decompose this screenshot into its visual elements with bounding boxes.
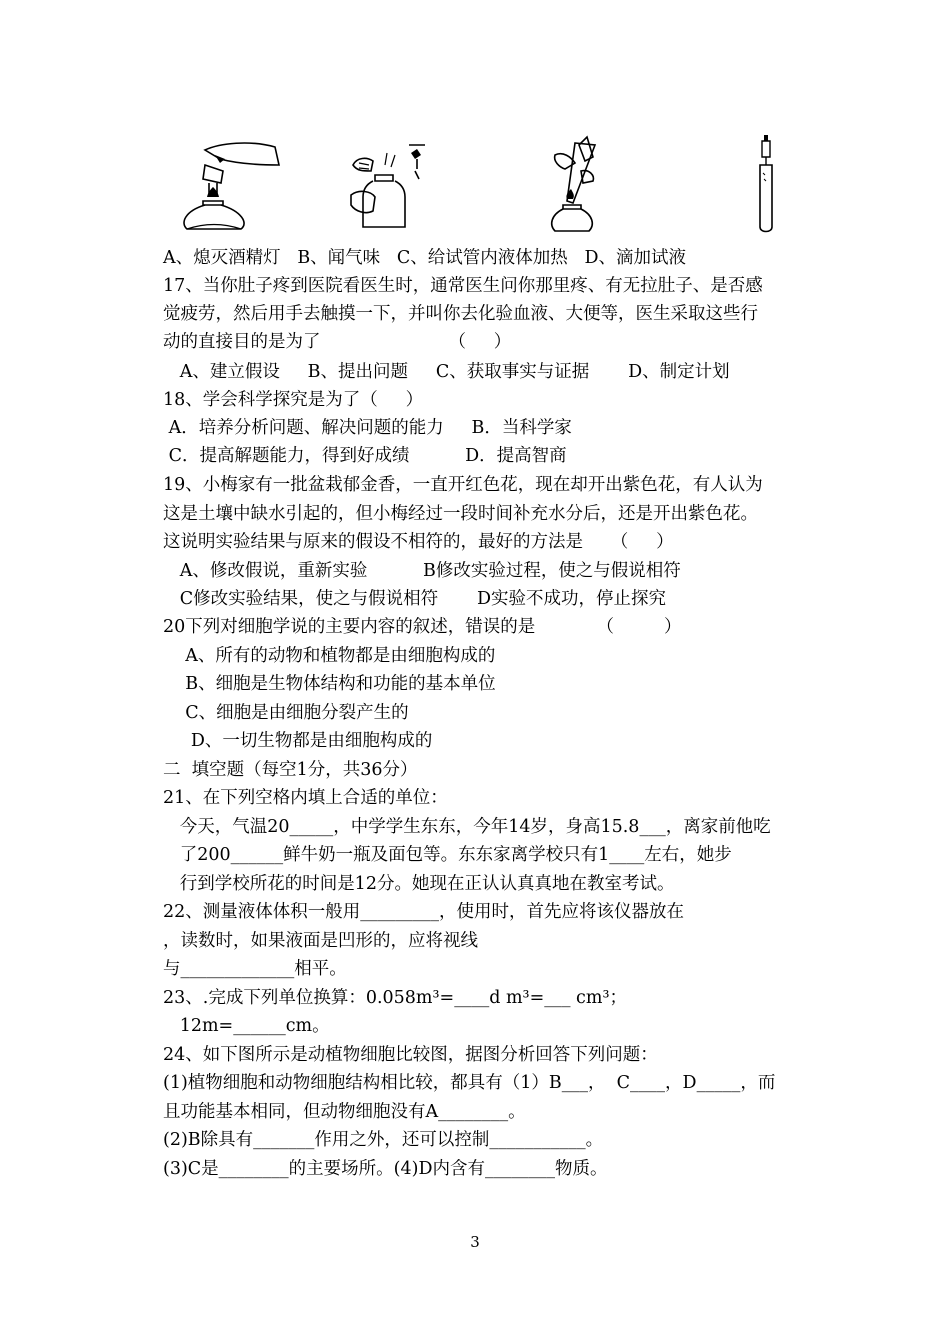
q24-part-2: (2)B除具有_______作用之外，还可以控制___________。 [163,1130,604,1150]
q23-text-1: 23、.完成下列单位换算：0.058m³=____d m³=___ cm³； [163,988,627,1008]
q17-stem-1: 17、当你肚子疼到医院看医生时，通常医生问你那里疼、有无拉肚子、是否感 [163,276,763,296]
q20-option-c: C、细胞是由细胞分裂产生的 [163,703,409,723]
q20-option-a: A、所有的动物和植物都是由细胞构成的 [163,646,496,666]
q24-part-1b: 且功能基本相同，但动物细胞没有A________。 [163,1102,526,1122]
q19-stem-2: 这是土壤中缺水引起的，但小梅经过一段时间补充水分后，还是开出紫色花。 [163,504,758,524]
q24-part-1a: (1)植物细胞和动物细胞结构相比较，都具有（1）B___， C____，D_____，而 [163,1073,776,1093]
q21-stem: 21、在下列空格内填上合适的单位： [163,788,448,808]
q17-stem-2: 觉疲劳，然后用手去触摸一下，并叫你去化验血液、大便等，医生采取这些行 [163,304,758,324]
q18-options-1: A．培养分析问题、解决问题的能力 B．当科学家 [163,418,572,438]
q19-options-2: C修改实验结果，使之与假说相符 D实验不成功，停止探究 [163,589,667,609]
q19-stem-1: 19、小梅家有一批盆栽郁金香，一直开红色花，现在却开出紫色花，有人认为 [163,475,763,495]
q17-options: A、建立假设 B、提出问题 C、获取事实与证据 D、制定计划 [163,362,730,382]
q18-options-2: C．提高解题能力，得到好成绩 D．提高智商 [163,446,567,466]
q20-stem: 20下列对细胞学说的主要内容的叙述，错误的是 （ ） [163,617,682,637]
q18-stem: 18、学会科学探究是为了（ ） [163,390,424,410]
q21-text-1: 今天，气温20_____，中学学生东东，今年14岁，身高15.8___，离家前他吃 [163,817,771,837]
page-number: 3 [470,1233,480,1251]
q19-options-1: A、修改假说，重新实验 B修改实验过程，使之与假说相符 [163,561,681,581]
section-2-heading: 二 填空题（每空1分，共36分） [163,760,418,780]
q20-option-b: B、细胞是生物体结构和功能的基本单位 [163,674,496,694]
q22-text-1: 22、测量液体体积一般用_________，使用时，首先应将该仪器放在 [163,902,685,922]
q17-stem-3: 动的直接目的是为了 （ ） [163,332,512,352]
q20-option-d: D、一切生物都是由细胞构成的 [163,731,433,751]
q21-text-2: 了200______鲜牛奶一瓶及面包等。东东家离学校只有1____左右，她步 [163,845,732,865]
lab-operation-figures [165,135,805,240]
q21-text-3: 行到学校所花的时间是12分。她现在正认认真真地在教室考试。 [163,874,675,894]
heat-test-tube-figure [545,135,635,235]
q19-stem-3: 这说明实验结果与原来的假设不相符的，最好的方法是 （ ） [163,532,674,552]
q24-part-3-4: (3)C是________的主要场所。(4)D内含有________物质。 [163,1159,608,1179]
q22-text-2: ，读数时，如果液面是凹形的，应将视线 [163,931,478,951]
q22-text-3: 与_____________相平。 [163,959,347,979]
smell-gas-figure [345,135,435,235]
alcohol-lamp-extinguish-figure [175,135,285,235]
q24-stem: 24、如下图所示是动植物细胞比较图，据图分析回答下列问题： [163,1045,658,1065]
q16-options: A、熄灭酒精灯 B、闻气味 C、给试管内液体加热 D、滴加试液 [163,248,686,268]
q23-text-2: 12m=______cm。 [163,1016,330,1036]
dropper-test-tube-figure [750,135,790,235]
